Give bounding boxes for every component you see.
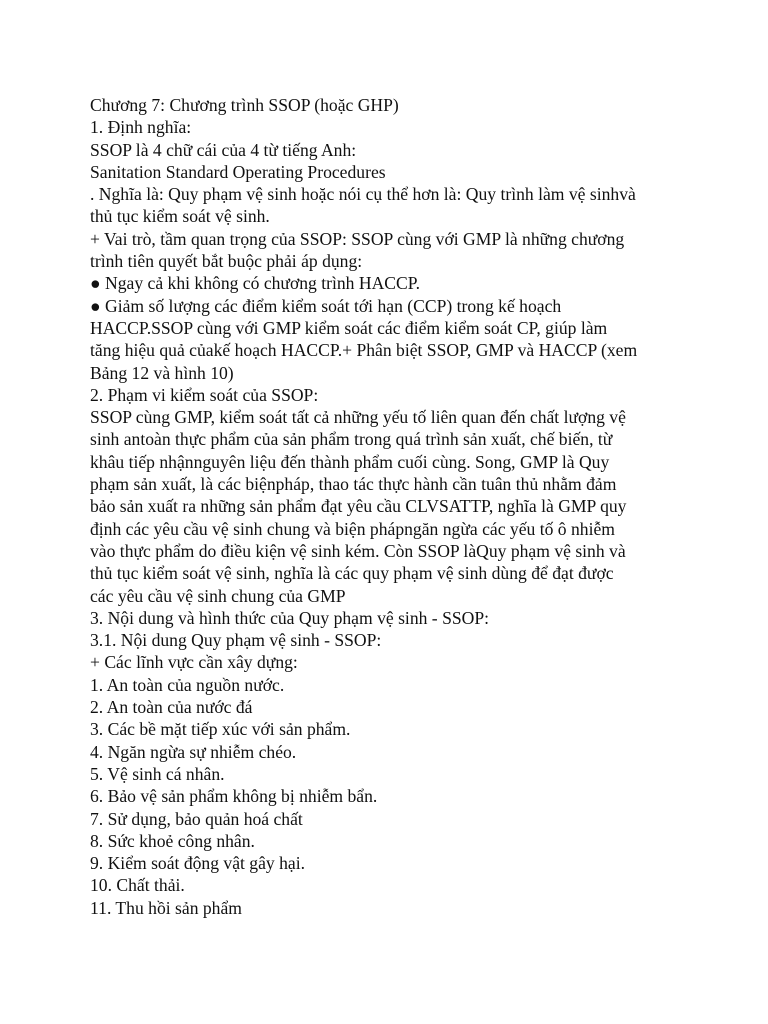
text-line: Bảng 12 và hình 10) bbox=[90, 362, 234, 383]
list-item: 9. Kiểm soát động vật gây hại. bbox=[90, 853, 305, 874]
text-line: sinh antoàn thực phẩm của sản phẩm trong quá trình sản xuất, chế biến, từ bbox=[90, 429, 613, 450]
text-line: bảo sản xuất ra những sản phẩm đạt yêu cầu CLVSATTP, nghĩa là GMP quy bbox=[90, 496, 627, 517]
list-item: 7. Sử dụng, bảo quản hoá chất bbox=[90, 808, 303, 829]
text-line: các yêu cầu vệ sinh chung của GMP bbox=[90, 585, 346, 606]
list-item: 4. Ngăn ngừa sự nhiễm chéo. bbox=[90, 741, 297, 762]
document-page bbox=[90, 94, 690, 919]
text-line: Sanitation Standard Operating Procedures bbox=[90, 161, 386, 182]
list-item: 6. Bảo vệ sản phẩm không bị nhiễm bẩn. bbox=[90, 786, 378, 807]
text-line: thủ tục kiểm soát vệ sinh. bbox=[90, 206, 270, 227]
list-item: 1. An toàn của nguồn nước. bbox=[90, 674, 285, 695]
text-line: khâu tiếp nhậnnguyên liệu đến thành phẩm cuối cùng. Song, GMP là Quy bbox=[90, 451, 610, 472]
list-item: 8. Sức khoẻ công nhân. bbox=[90, 830, 255, 851]
text-line: HACCP.SSOP cùng với GMP kiểm soát các điểm kiểm soát CP, giúp làm bbox=[90, 317, 608, 338]
list-item: 2. An toàn của nước đá bbox=[90, 697, 253, 718]
text-line: SSOP là 4 chữ cái của 4 từ tiếng Anh: bbox=[90, 139, 357, 160]
bullet-item: ● Ngay cả khi không có chương trình HACCP. bbox=[90, 273, 420, 294]
bullet-item: ● Giảm số lượng các điểm kiểm soát tới hạn (CCP) trong kế hoạch bbox=[90, 295, 562, 316]
text-line: tăng hiệu quả củakế hoạch HACCP.+ Phân biệt SSOP, GMP và HACCP (xem bbox=[90, 340, 638, 361]
list-item: 10. Chất thải. bbox=[90, 875, 185, 896]
section-heading: 2. Phạm vi kiểm soát của SSOP: bbox=[90, 384, 319, 405]
text-line: + Vai trò, tầm quan trọng của SSOP: SSOP cùng với GMP là những chương bbox=[90, 228, 625, 249]
text-line: SSOP cùng GMP, kiểm soát tất cả những yếu tố liên quan đến chất lượng vệ bbox=[90, 407, 626, 428]
list-item: 3. Các bề mặt tiếp xúc với sản phẩm. bbox=[90, 719, 351, 740]
text-line: . Nghĩa là: Quy phạm vệ sinh hoặc nói cụ thể hơn là: Quy trình làm vệ sinhvà bbox=[90, 184, 636, 205]
text-line: định các yêu cầu vệ sinh chung và biện phápngăn ngừa các yếu tố ô nhiễm bbox=[90, 518, 615, 539]
text-line: trình tiên quyết bắt buộc phải áp dụng: bbox=[90, 251, 363, 272]
document-title: Chương 7: Chương trình SSOP (hoặc GHP) bbox=[90, 95, 399, 115]
list-item: 11. Thu hồi sản phẩm bbox=[90, 897, 242, 918]
section-heading: 1. Định nghĩa: bbox=[90, 117, 192, 138]
text-line: + Các lĩnh vực cần xây dựng: bbox=[90, 652, 298, 673]
text-line: vào thực phẩm do điều kiện vệ sinh kém. Còn SSOP làQuy phạm vệ sinh và bbox=[90, 540, 626, 561]
section-heading: 3. Nội dung và hình thức của Quy phạm vệ sinh - SSOP: bbox=[90, 607, 490, 628]
text-line: thủ tục kiểm soát vệ sinh, nghĩa là các quy phạm vệ sinh dùng để đạt được bbox=[90, 563, 614, 584]
subsection-heading: 3.1. Nội dung Quy phạm vệ sinh - SSOP: bbox=[90, 630, 382, 651]
text-line: phạm sản xuất, là các biệnpháp, thao tác thực hành cần tuân thủ nhằm đảm bbox=[90, 474, 617, 495]
list-item: 5. Vệ sinh cá nhân. bbox=[90, 763, 225, 784]
